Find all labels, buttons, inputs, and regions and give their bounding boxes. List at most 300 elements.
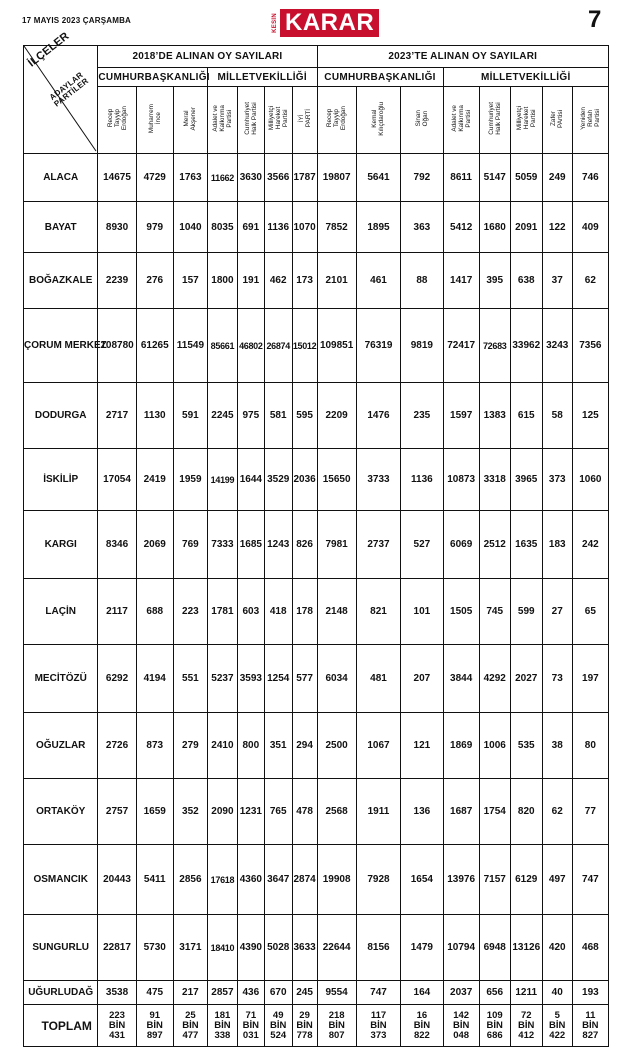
- vote-cell: 9819: [401, 309, 443, 383]
- total-cell: 91 BİN 897: [136, 1005, 173, 1047]
- vote-cell: 3733: [356, 449, 400, 511]
- vote-cell: 15012: [292, 309, 317, 383]
- district-name: OSMANCIK: [24, 845, 98, 915]
- vote-cell: 14199: [207, 449, 237, 511]
- vote-cell: 581: [264, 383, 292, 449]
- vote-cell: 351: [264, 713, 292, 779]
- vote-cell: 276: [136, 253, 173, 309]
- vote-cell: 77: [572, 779, 608, 845]
- vote-cell: 468: [572, 915, 608, 981]
- vote-cell: 577: [292, 645, 317, 713]
- vote-cell: 178: [292, 579, 317, 645]
- district-name: ALACA: [24, 154, 98, 202]
- vote-cell: 11549: [173, 309, 207, 383]
- vote-cell: 6034: [317, 645, 356, 713]
- vote-cell: 7981: [317, 511, 356, 579]
- vote-cell: 235: [401, 383, 443, 449]
- vote-cell: 1687: [443, 779, 479, 845]
- vote-cell: 3965: [510, 449, 542, 511]
- total-cell: 142 BİN 048: [443, 1005, 479, 1047]
- column-header: [292, 87, 317, 154]
- vote-cell: 7852: [317, 202, 356, 253]
- vote-cell: 4729: [136, 154, 173, 202]
- vote-cell: 599: [510, 579, 542, 645]
- total-cell: 11 BİN 827: [572, 1005, 608, 1047]
- vote-cell: 2737: [356, 511, 400, 579]
- total-cell: 25 BİN 477: [173, 1005, 207, 1047]
- vote-cell: 109851: [317, 309, 356, 383]
- column-header-label: Kemal Kılıçdaroğlu: [371, 101, 386, 136]
- vote-cell: 38: [542, 713, 572, 779]
- vote-cell: 1417: [443, 253, 479, 309]
- vote-cell: 527: [401, 511, 443, 579]
- vote-cell: 1476: [356, 383, 400, 449]
- column-header-label: Cumhuriyet Halk Partisi: [487, 102, 502, 135]
- vote-cell: 1869: [443, 713, 479, 779]
- vote-cell: 6948: [479, 915, 510, 981]
- table-row: [24, 645, 609, 713]
- vote-cell: 2239: [98, 253, 136, 309]
- table-row: [24, 713, 609, 779]
- vote-cell: 373: [542, 449, 572, 511]
- vote-cell: 4194: [136, 645, 173, 713]
- vote-cell: 2090: [207, 779, 237, 845]
- vote-cell: 33962: [510, 309, 542, 383]
- vote-cell: 462: [264, 253, 292, 309]
- column-header: [237, 87, 264, 154]
- page-number: 7: [588, 6, 602, 33]
- table-row: [24, 383, 609, 449]
- title-2023: 2023’TE ALINAN OY SAYILARI: [317, 46, 609, 68]
- vote-cell: 2512: [479, 511, 510, 579]
- vote-cell: 17054: [98, 449, 136, 511]
- column-header: [207, 87, 237, 154]
- vote-cell: 193: [572, 981, 608, 1005]
- vote-cell: 1254: [264, 645, 292, 713]
- vote-cell: 15650: [317, 449, 356, 511]
- vote-cell: 58: [542, 383, 572, 449]
- vote-cell: 1130: [136, 383, 173, 449]
- vote-cell: 14675: [98, 154, 136, 202]
- vote-cell: 820: [510, 779, 542, 845]
- vote-cell: 4292: [479, 645, 510, 713]
- vote-cell: 7333: [207, 511, 237, 579]
- vote-cell: 72683: [479, 309, 510, 383]
- subheader-2018-presidential: CUMHURBAŞKANLIĞI: [98, 68, 208, 87]
- vote-cell: 2209: [317, 383, 356, 449]
- vote-cell: 481: [356, 645, 400, 713]
- vote-cell: 1136: [401, 449, 443, 511]
- total-cell: 5 BİN 422: [542, 1005, 572, 1047]
- vote-cell: 157: [173, 253, 207, 309]
- vote-cell: 17618: [207, 845, 237, 915]
- district-name: DODURGA: [24, 383, 98, 449]
- vote-cell: 7928: [356, 845, 400, 915]
- vote-cell: 1787: [292, 154, 317, 202]
- vote-cell: 1654: [401, 845, 443, 915]
- vote-cell: 2091: [510, 202, 542, 253]
- vote-cell: 1006: [479, 713, 510, 779]
- vote-cell: 2069: [136, 511, 173, 579]
- vote-cell: 800: [237, 713, 264, 779]
- column-header-label: Meral Akşener: [183, 106, 198, 131]
- vote-cell: 1644: [237, 449, 264, 511]
- vote-cell: 2857: [207, 981, 237, 1005]
- vote-cell: 436: [237, 981, 264, 1005]
- vote-cell: 6292: [98, 645, 136, 713]
- vote-cell: 1754: [479, 779, 510, 845]
- district-name: UĞURLUDAĞ: [24, 981, 98, 1005]
- vote-cell: 1659: [136, 779, 173, 845]
- vote-cell: 6069: [443, 511, 479, 579]
- table-row: [24, 779, 609, 845]
- vote-cell: 2500: [317, 713, 356, 779]
- column-header-label: Milliyetçi Hareket Partisi: [515, 106, 537, 131]
- table-row: [24, 154, 609, 202]
- district-name: OĞUZLAR: [24, 713, 98, 779]
- column-header-label: Muharrem İnce: [147, 103, 162, 134]
- logo-small-text: KESİN: [272, 13, 278, 33]
- column-header: [510, 87, 542, 154]
- vote-cell: 3529: [264, 449, 292, 511]
- vote-cell: 10794: [443, 915, 479, 981]
- vote-cell: 1067: [356, 713, 400, 779]
- column-header-label: Cumhuriyet Halk Partisi: [243, 102, 258, 135]
- total-cell: 16 BİN 822: [401, 1005, 443, 1047]
- vote-cell: 72417: [443, 309, 479, 383]
- table-row: [24, 915, 609, 981]
- vote-cell: 249: [542, 154, 572, 202]
- column-header: [401, 87, 443, 154]
- vote-cell: 1597: [443, 383, 479, 449]
- vote-cell: 4360: [237, 845, 264, 915]
- vote-cell: 745: [479, 579, 510, 645]
- vote-cell: 765: [264, 779, 292, 845]
- vote-cell: 62: [542, 779, 572, 845]
- column-header-label: Milliyetçi Hareket Partisi: [267, 106, 289, 131]
- column-header: [479, 87, 510, 154]
- vote-cell: 80: [572, 713, 608, 779]
- vote-cell: 1680: [479, 202, 510, 253]
- vote-cell: 2410: [207, 713, 237, 779]
- vote-cell: 18410: [207, 915, 237, 981]
- vote-cell: 3593: [237, 645, 264, 713]
- vote-cell: 22644: [317, 915, 356, 981]
- vote-cell: 242: [572, 511, 608, 579]
- vote-cell: 1763: [173, 154, 207, 202]
- vote-cell: 409: [572, 202, 608, 253]
- total-cell: 71 BİN 031: [237, 1005, 264, 1047]
- vote-cell: 101: [401, 579, 443, 645]
- vote-cell: 19908: [317, 845, 356, 915]
- page-header: [0, 0, 634, 38]
- table-body: [24, 154, 609, 1047]
- vote-cell: 3538: [98, 981, 136, 1005]
- vote-cell: 8346: [98, 511, 136, 579]
- corner-header: [24, 30, 98, 154]
- total-cell: 29 BİN 778: [292, 1005, 317, 1047]
- vote-cell: 1243: [264, 511, 292, 579]
- vote-cell: 2717: [98, 383, 136, 449]
- vote-cell: 746: [572, 154, 608, 202]
- vote-cell: 821: [356, 579, 400, 645]
- vote-cell: 551: [173, 645, 207, 713]
- vote-cell: 37: [542, 253, 572, 309]
- vote-cell: 121: [401, 713, 443, 779]
- vote-cell: 2757: [98, 779, 136, 845]
- vote-cell: 13976: [443, 845, 479, 915]
- vote-cell: 26874: [264, 309, 292, 383]
- vote-cell: 395: [479, 253, 510, 309]
- vote-cell: 691: [237, 202, 264, 253]
- vote-cell: 3243: [542, 309, 572, 383]
- logo-text: KARAR: [280, 9, 379, 37]
- vote-cell: 19807: [317, 154, 356, 202]
- vote-cell: 10873: [443, 449, 479, 511]
- district-name: KARGI: [24, 511, 98, 579]
- vote-cell: 656: [479, 981, 510, 1005]
- vote-cell: 62: [572, 253, 608, 309]
- vote-cell: 8156: [356, 915, 400, 981]
- vote-cell: 1685: [237, 511, 264, 579]
- subheader-2023-parliamentary: MİLLETVEKİLLİĞİ: [443, 68, 608, 87]
- vote-cell: 418: [264, 579, 292, 645]
- subheader-2023-presidential: CUMHURBAŞKANLIĞI: [317, 68, 443, 87]
- column-header: [542, 87, 572, 154]
- vote-cell: 61265: [136, 309, 173, 383]
- vote-cell: 1211: [510, 981, 542, 1005]
- vote-cell: 769: [173, 511, 207, 579]
- vote-cell: 1635: [510, 511, 542, 579]
- vote-cell: 73: [542, 645, 572, 713]
- vote-cell: 638: [510, 253, 542, 309]
- vote-cell: 3171: [173, 915, 207, 981]
- vote-cell: 8611: [443, 154, 479, 202]
- vote-cell: 46802: [237, 309, 264, 383]
- vote-cell: 478: [292, 779, 317, 845]
- vote-cell: 1800: [207, 253, 237, 309]
- vote-cell: 747: [572, 845, 608, 915]
- column-header-label: Adalet ve Kalkınma Partisi: [450, 105, 472, 132]
- column-header: [572, 87, 608, 154]
- vote-cell: 136: [401, 779, 443, 845]
- vote-cell: 1895: [356, 202, 400, 253]
- subheader-2018-parliamentary: MİLLETVEKİLLİĞİ: [207, 68, 317, 87]
- vote-cell: 223: [173, 579, 207, 645]
- total-row: [24, 1005, 609, 1047]
- table-row: [24, 579, 609, 645]
- vote-cell: 7356: [572, 309, 608, 383]
- vote-cell: 197: [572, 645, 608, 713]
- vote-cell: 8930: [98, 202, 136, 253]
- corner-title: İLÇELER: [26, 30, 72, 70]
- vote-cell: 6129: [510, 845, 542, 915]
- column-header: [356, 87, 400, 154]
- column-header-label: Recep Tayyip Erdoğan: [106, 106, 128, 131]
- vote-cell: 5059: [510, 154, 542, 202]
- district-name: İSKİLİP: [24, 449, 98, 511]
- vote-cell: 615: [510, 383, 542, 449]
- vote-cell: 3566: [264, 154, 292, 202]
- vote-cell: 591: [173, 383, 207, 449]
- vote-cell: 1383: [479, 383, 510, 449]
- vote-cell: 2036: [292, 449, 317, 511]
- vote-cell: 85661: [207, 309, 237, 383]
- vote-cell: 2148: [317, 579, 356, 645]
- column-header-label: Zafer PArtisi: [550, 109, 565, 128]
- column-header-label: İYİ PARTİ: [297, 109, 312, 128]
- vote-cell: 183: [542, 511, 572, 579]
- title-2018: 2018’DE ALINAN OY SAYILARI: [98, 46, 317, 68]
- vote-cell: 2726: [98, 713, 136, 779]
- vote-cell: 603: [237, 579, 264, 645]
- vote-cell: 5411: [136, 845, 173, 915]
- table-row: [24, 845, 609, 915]
- column-header: [98, 87, 136, 154]
- table-row: [24, 253, 609, 309]
- total-cell: 223 BİN 431: [98, 1005, 136, 1047]
- vote-cell: 1505: [443, 579, 479, 645]
- total-cell: 117 BİN 373: [356, 1005, 400, 1047]
- table-row: [24, 202, 609, 253]
- vote-cell: 2419: [136, 449, 173, 511]
- vote-cell: 122: [542, 202, 572, 253]
- vote-cell: 352: [173, 779, 207, 845]
- column-header-label: Yeniden Refah Partisi: [579, 107, 601, 130]
- vote-cell: 2874: [292, 845, 317, 915]
- table-row: [24, 309, 609, 383]
- district-name: LAÇİN: [24, 579, 98, 645]
- vote-cell: 13126: [510, 915, 542, 981]
- total-cell: 218 BİN 807: [317, 1005, 356, 1047]
- vote-cell: 7157: [479, 845, 510, 915]
- vote-cell: 826: [292, 511, 317, 579]
- vote-cell: 5641: [356, 154, 400, 202]
- vote-cell: 40: [542, 981, 572, 1005]
- vote-cell: 2117: [98, 579, 136, 645]
- vote-cell: 1959: [173, 449, 207, 511]
- vote-cell: 1231: [237, 779, 264, 845]
- district-name: ORTAKÖY: [24, 779, 98, 845]
- vote-cell: 5237: [207, 645, 237, 713]
- vote-cell: 65: [572, 579, 608, 645]
- vote-cell: 792: [401, 154, 443, 202]
- election-results-table: [23, 30, 609, 1047]
- column-header-label: Adalet ve Kalkınma Partisi: [211, 105, 233, 132]
- vote-cell: 88: [401, 253, 443, 309]
- table-row: [24, 981, 609, 1005]
- vote-cell: 1060: [572, 449, 608, 511]
- total-label: TOPLAM: [24, 1005, 98, 1047]
- vote-cell: 1911: [356, 779, 400, 845]
- vote-cell: 8035: [207, 202, 237, 253]
- vote-cell: 9554: [317, 981, 356, 1005]
- vote-cell: 207: [401, 645, 443, 713]
- column-header-row: [24, 87, 609, 154]
- column-header: [443, 87, 479, 154]
- vote-cell: 27: [542, 579, 572, 645]
- vote-cell: 2027: [510, 645, 542, 713]
- vote-cell: 20443: [98, 845, 136, 915]
- total-cell: 181 BİN 338: [207, 1005, 237, 1047]
- vote-cell: 3318: [479, 449, 510, 511]
- newspaper-logo: [272, 9, 379, 37]
- vote-cell: 1070: [292, 202, 317, 253]
- vote-cell: 3630: [237, 154, 264, 202]
- vote-cell: 2245: [207, 383, 237, 449]
- vote-cell: 4390: [237, 915, 264, 981]
- column-header-label: Recep Tayyip Erdoğan: [326, 106, 348, 131]
- table-row: [24, 511, 609, 579]
- district-name: SUNGURLU: [24, 915, 98, 981]
- vote-cell: 475: [136, 981, 173, 1005]
- vote-cell: 363: [401, 202, 443, 253]
- vote-cell: 5412: [443, 202, 479, 253]
- column-header-label: Sinan Oğan: [414, 110, 429, 127]
- vote-cell: 22817: [98, 915, 136, 981]
- vote-cell: 688: [136, 579, 173, 645]
- vote-cell: 173: [292, 253, 317, 309]
- vote-cell: 975: [237, 383, 264, 449]
- vote-cell: 76319: [356, 309, 400, 383]
- vote-cell: 125: [572, 383, 608, 449]
- district-name: ÇORUM MERKEZ: [24, 309, 98, 383]
- column-header: [264, 87, 292, 154]
- total-cell: 109 BİN 686: [479, 1005, 510, 1047]
- vote-cell: 2037: [443, 981, 479, 1005]
- column-header: [317, 87, 356, 154]
- corner-subtitle: ADAYLAR PARTİLER: [47, 70, 91, 109]
- column-header: [136, 87, 173, 154]
- vote-cell: 164: [401, 981, 443, 1005]
- district-name: MECİTÖZÜ: [24, 645, 98, 713]
- vote-cell: 2568: [317, 779, 356, 845]
- vote-cell: 1136: [264, 202, 292, 253]
- vote-cell: 3844: [443, 645, 479, 713]
- district-name: BOĞAZKALE: [24, 253, 98, 309]
- total-cell: 49 BİN 524: [264, 1005, 292, 1047]
- vote-cell: 979: [136, 202, 173, 253]
- vote-cell: 1479: [401, 915, 443, 981]
- vote-cell: 747: [356, 981, 400, 1005]
- vote-cell: 5730: [136, 915, 173, 981]
- vote-cell: 5028: [264, 915, 292, 981]
- vote-cell: 1040: [173, 202, 207, 253]
- vote-cell: 420: [542, 915, 572, 981]
- vote-cell: 11662: [207, 154, 237, 202]
- vote-cell: 279: [173, 713, 207, 779]
- vote-cell: 1781: [207, 579, 237, 645]
- vote-cell: 294: [292, 713, 317, 779]
- total-cell: 72 BİN 412: [510, 1005, 542, 1047]
- vote-cell: 5147: [479, 154, 510, 202]
- vote-cell: 2101: [317, 253, 356, 309]
- issue-date: 17 MAYIS 2023 ÇARŞAMBA: [22, 16, 132, 25]
- district-name: BAYAT: [24, 202, 98, 253]
- vote-cell: 3633: [292, 915, 317, 981]
- vote-cell: 217: [173, 981, 207, 1005]
- vote-cell: 2856: [173, 845, 207, 915]
- vote-cell: 191: [237, 253, 264, 309]
- vote-cell: 497: [542, 845, 572, 915]
- table-row: [24, 449, 609, 511]
- vote-cell: 670: [264, 981, 292, 1005]
- column-header: [173, 87, 207, 154]
- vote-cell: 873: [136, 713, 173, 779]
- vote-cell: 595: [292, 383, 317, 449]
- vote-cell: 245: [292, 981, 317, 1005]
- vote-cell: 461: [356, 253, 400, 309]
